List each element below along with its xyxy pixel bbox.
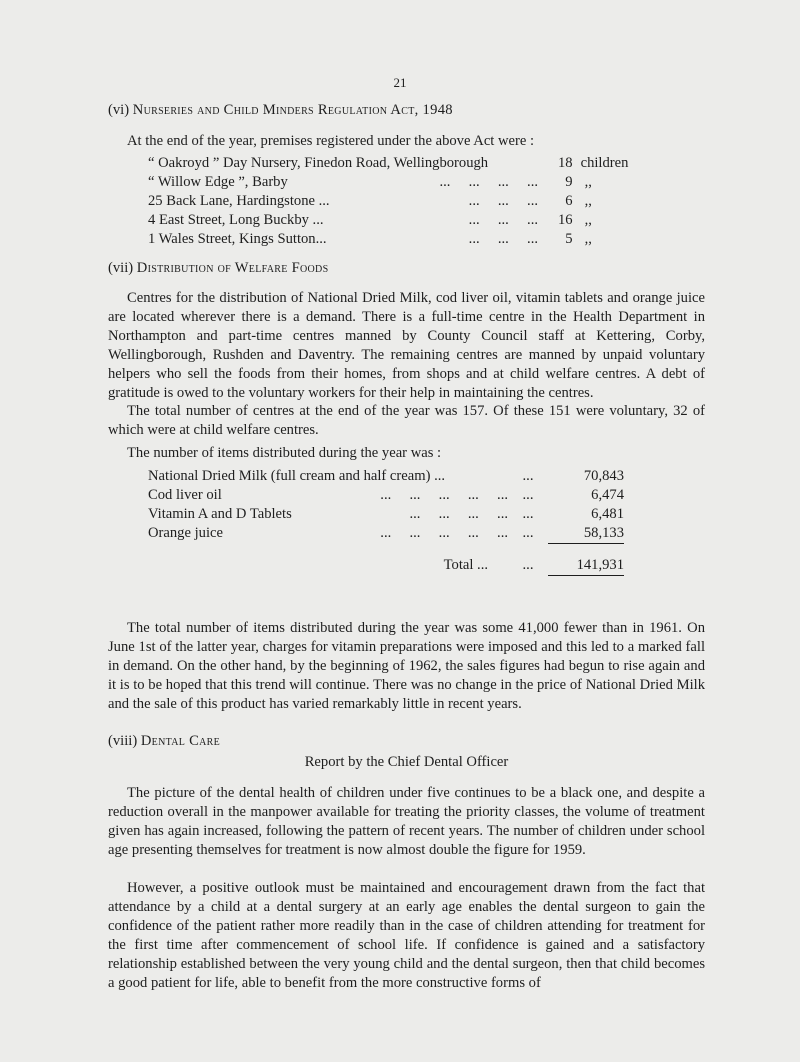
section-viii-heading <box>108 732 705 751</box>
total-label: Total ... <box>443 557 488 574</box>
premises-name: 4 East Street, Long Buckby ... <box>148 212 324 228</box>
section-vi <box>108 101 705 120</box>
page-number: 21 <box>393 75 407 90</box>
premises-unit: ,, <box>584 174 592 190</box>
paragraph: The picture of the dental health of children under five continues to be a black one, and despite a reduction overall in the manpower available for treating the priority classes, the volume of treatment given has again increased, following the pattern of recent years. The number of children under school age presenting themselves for treatment is now almost double the figure for 1959. <box>108 785 705 858</box>
section-vi-intro <box>108 132 705 151</box>
section-vii <box>108 259 705 278</box>
total-dots: ... <box>522 557 534 574</box>
section-vii-title: Distribution of Welfare Foods <box>136 260 329 276</box>
total-value: 141,931 <box>548 556 624 576</box>
premises-unit: ,, <box>584 231 592 247</box>
item-name: Vitamin A and D Tablets <box>148 506 292 522</box>
premises-name: “ Willow Edge ”, Barby <box>148 174 288 190</box>
section-vi-title: Nurseries and Child Minders Regulation Act, 1948 <box>132 102 453 118</box>
table-row: Vitamin A and D Tablets ... ... ... ... ... 6,481 <box>148 506 624 522</box>
premises-table <box>148 154 637 249</box>
premises-dots: ... ... ... <box>468 193 538 209</box>
premises-name: 25 Back Lane, Hardingstone ... <box>148 193 330 209</box>
item-value: 6,474 <box>591 487 624 503</box>
premises-unit: ,, <box>584 193 592 209</box>
item-dots: ... <box>522 468 534 484</box>
total-row <box>148 556 624 576</box>
section-vi-number: (vi) <box>108 102 130 118</box>
table-row <box>148 467 624 486</box>
premises-count: 6 <box>565 193 573 209</box>
section-vii-para1 <box>108 289 705 403</box>
table-row <box>148 154 637 173</box>
section-vii-para3 <box>108 444 705 463</box>
premises-count: 5 <box>565 231 573 247</box>
paragraph: The total number of items distributed during the year was some 41,000 fewer than in 1961. On June 1st of the latter year, charges for vitamin preparations were imposed and this led to a marked fall in demand. On the other hand, by the beginning of 1962, the sales figures had begun to rise again and it is to be hoped that this trend will continue. There was no change in the price of National Dried Milk and the sale of this product has varied remarkably little in recent years. <box>108 620 705 712</box>
premises-name: 1 Wales Street, Kings Sutton... <box>148 231 327 247</box>
item-value: 6,481 <box>591 506 624 522</box>
table-row <box>148 211 637 230</box>
item-value: 58,133 <box>548 524 624 544</box>
section-vii-number: (vii) <box>108 260 134 276</box>
premises-unit: children <box>580 155 629 171</box>
section-viii-number: (viii) <box>108 733 138 749</box>
section-viii-subtitle <box>108 753 705 772</box>
section-viii-para1 <box>108 784 705 860</box>
premises-name: “ Oakroyd ” Day Nursery, Finedon Road, Wellingborough <box>148 155 489 171</box>
table-row: Cod liver oil ... ... ... ... ... ... 6,474 <box>148 487 624 503</box>
item-name: Orange juice <box>148 525 223 542</box>
section-vi-heading <box>108 101 705 120</box>
subtitle: Report by the Chief Dental Officer <box>304 754 509 770</box>
premises-count: 16 <box>558 212 573 228</box>
section-vi-intro-text: At the end of the year, premises registered under the above Act were : <box>127 133 535 149</box>
section-viii-para2 <box>108 879 705 993</box>
paragraph: Centres for the distribution of National Dried Milk, cod liver oil, vitamin tablets and orange juice are located wherever there is a demand. There is a full-time centre in the Health Department in Northampton and part-time centres manned by County Council staff at Kettering, Corby, Wellingborough, Rushden and Daventry. The remaining centres are manned by unpaid voluntary helpers who sell the foods from their homes, from shops and at child welfare centres. A debt of gratitude is owed to the voluntary workers for their help in maintaining the centres. <box>108 290 705 401</box>
item-name: Cod liver oil <box>148 487 222 503</box>
table-row <box>148 173 637 192</box>
section-viii-title: Dental Care <box>140 733 221 749</box>
premises-unit: ,, <box>584 212 592 228</box>
section-vii-para2 <box>108 402 705 440</box>
premises-dots: ... ... ... <box>468 231 538 247</box>
premises-dots: ... ... ... ... <box>439 174 538 190</box>
paragraph: However, a positive outlook must be maintained and encouragement drawn from the fact that attendance by a child at a dental surgery at an early age enables the dental surgeon to gain the confidence of the patient rather more readily than in the case of children attending for treatment for the first time after commencement of school life. If confidence is gained and a satisfactory relationship established between the very young child and the dental surgeon, then that child becomes a good patient for life, able to benefit from the more constructive forms of <box>108 880 705 991</box>
item-dots: ... ... ... ... ... <box>380 525 508 542</box>
premises-dots: ... ... ... <box>468 212 538 228</box>
premises-count: 9 <box>565 174 573 190</box>
section-vii-heading <box>108 259 705 278</box>
premises-count: 18 <box>558 155 573 171</box>
table-row <box>148 192 637 211</box>
paragraph: The number of items distributed during the year was : <box>127 445 442 461</box>
item-dots: ... ... ... ... ... <box>380 487 508 503</box>
section-vii-para4 <box>108 619 705 714</box>
item-dots: ... ... ... ... <box>409 506 508 522</box>
item-name: National Dried Milk (full cream and half cream) ... <box>148 468 446 484</box>
section-viii <box>108 732 705 751</box>
table-row <box>148 230 637 249</box>
table-row: Orange juice ... ... ... ... ... ... 58,133 <box>148 524 624 544</box>
item-value: 70,843 <box>583 468 624 484</box>
paragraph: The total number of centres at the end of the year was 157. Of these 151 were voluntary, 32 of which were at child welfare centres. <box>108 403 705 438</box>
welfare-items-table <box>148 467 624 576</box>
